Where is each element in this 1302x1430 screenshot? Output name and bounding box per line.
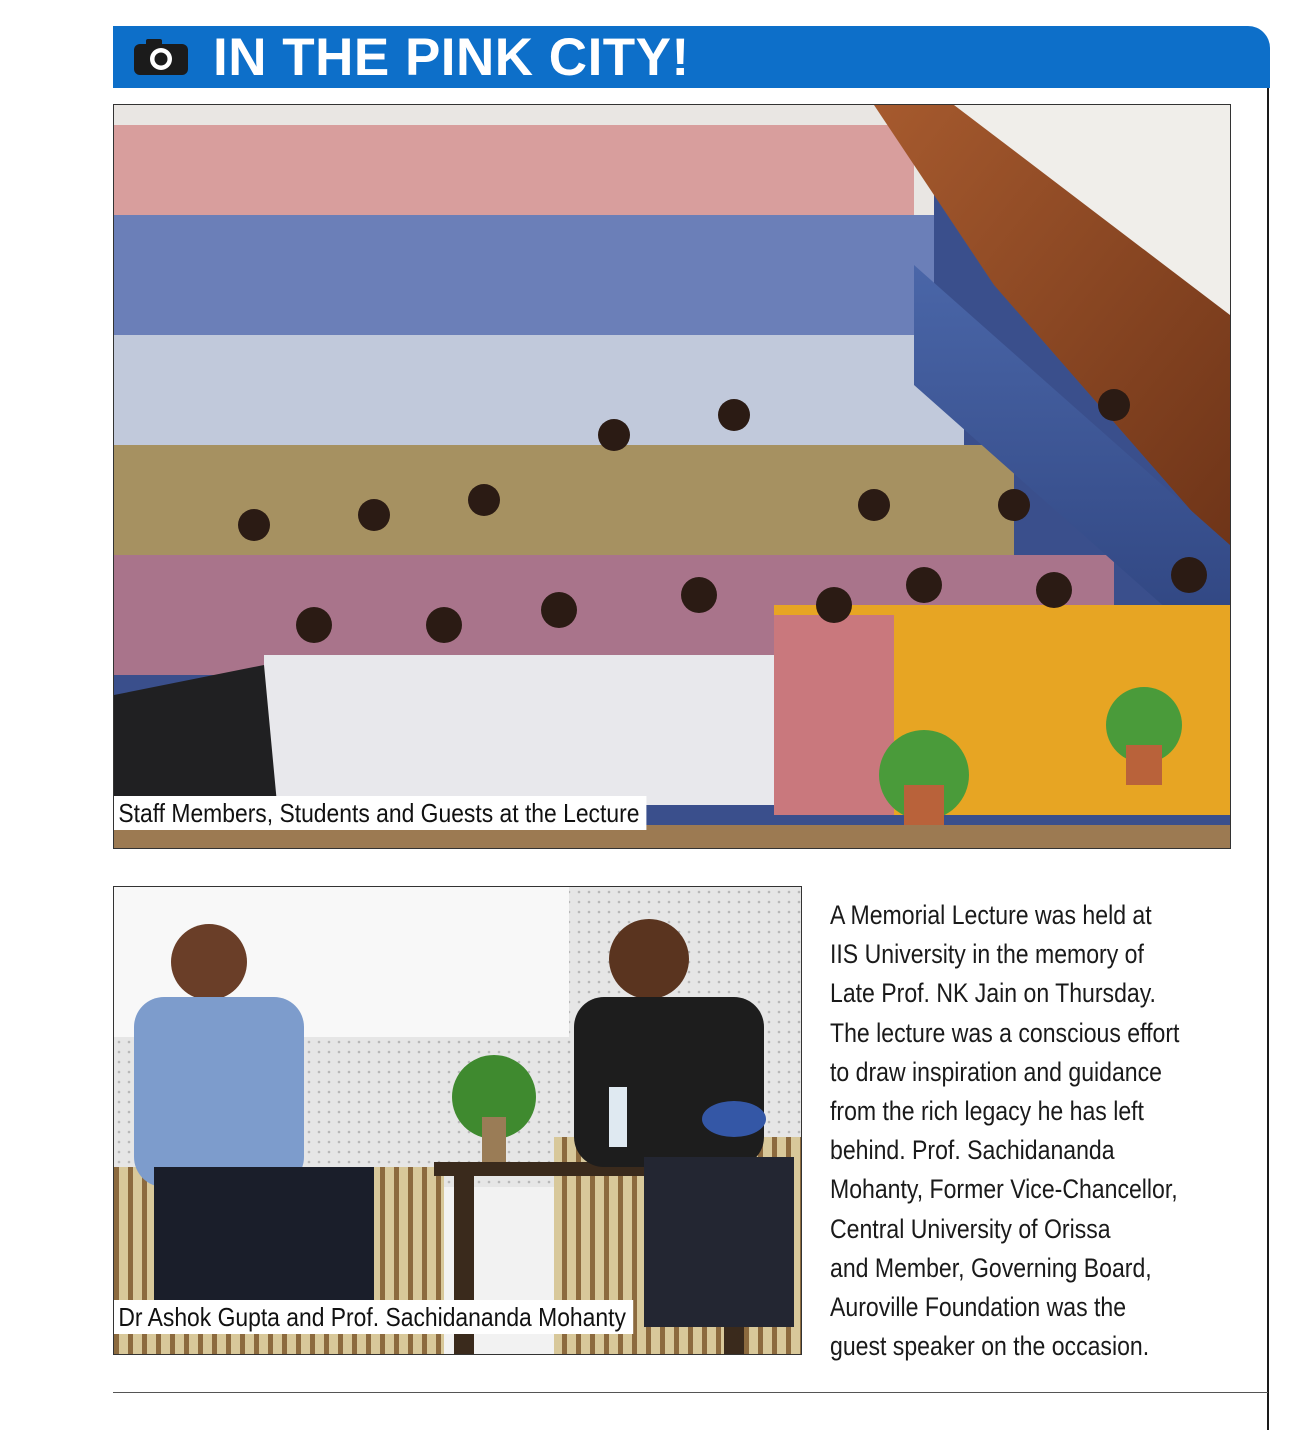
article-line: guest speaker on the occasion. <box>830 1331 1150 1362</box>
caption-name-1: Dr Ashok Gupta and <box>118 1302 325 1332</box>
auditorium-photo <box>113 104 1231 849</box>
page-title: IN THE PINK CITY! <box>213 28 690 87</box>
article-line: from the rich legacy he has left <box>830 1096 1144 1127</box>
photo-caption: Staff Members, Students and Guests at the Lecture <box>114 796 646 830</box>
article-line: Late Prof. NK Jain on Thursday. <box>830 978 1156 1009</box>
article-line: IIS University in the memory of <box>830 939 1144 970</box>
guests-photo <box>113 886 802 1355</box>
section-header <box>113 26 1270 88</box>
article-line: behind. Prof. Sachidananda <box>830 1135 1115 1166</box>
bottom-divider <box>113 1392 1268 1393</box>
guests-image <box>114 887 801 1354</box>
camera-icon <box>132 37 190 77</box>
article-body <box>830 896 1213 1366</box>
caption-name-2: Prof. Sachidananda Mohanty <box>324 1302 626 1332</box>
article-line: to draw inspiration and guidance <box>830 1056 1162 1087</box>
article-line: and Member, Governing Board, <box>830 1252 1152 1283</box>
auditorium-image <box>114 105 1230 848</box>
article-line: A Memorial Lecture was held at <box>830 900 1152 930</box>
article-line: Auroville Foundation was the <box>830 1292 1127 1323</box>
article-line: Mohanty, Former Vice-Chancellor, <box>830 1174 1178 1205</box>
photo-caption <box>114 1300 633 1334</box>
right-border-rule <box>1267 88 1269 1430</box>
article-line: Central University of Orissa <box>830 1213 1111 1244</box>
article-line: The lecture was a conscious effort <box>830 1017 1180 1048</box>
